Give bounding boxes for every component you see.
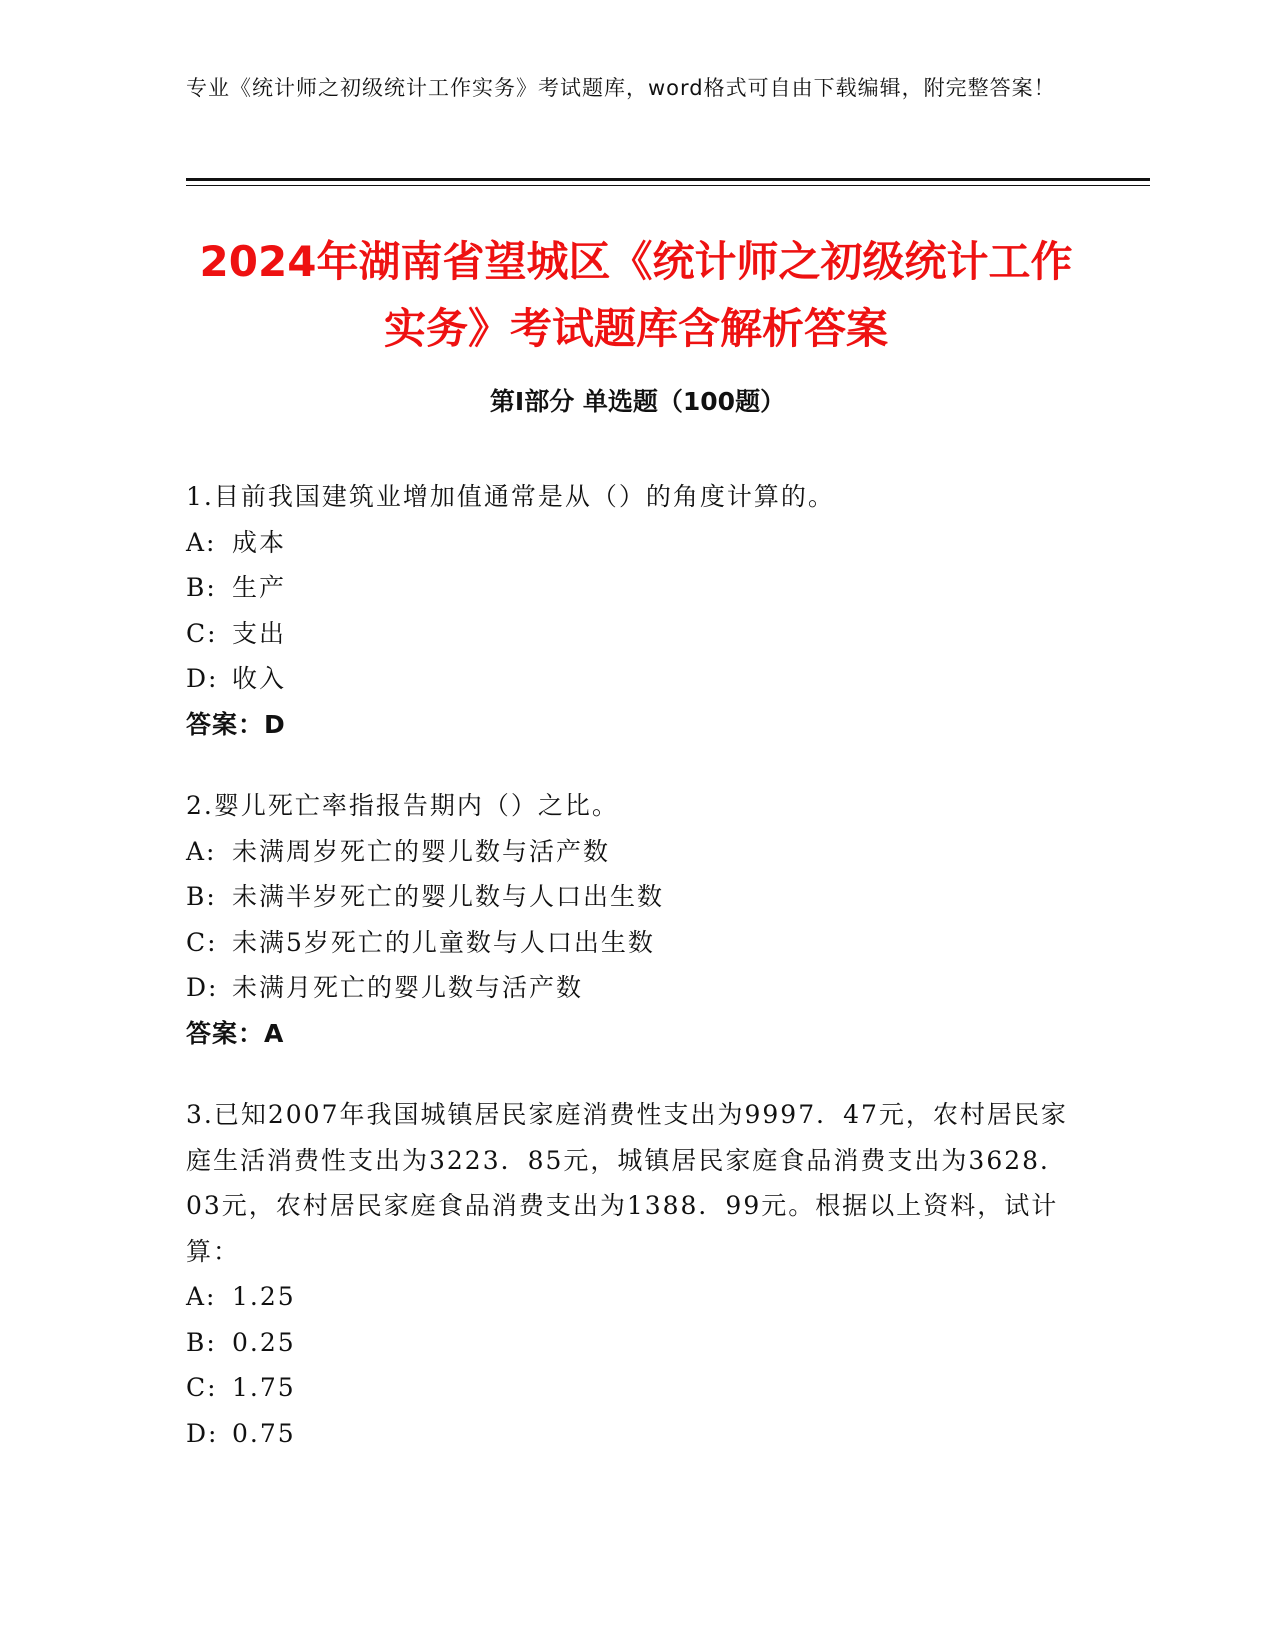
option-text: 未满月死亡的婴儿数与活产数 [232,973,584,1002]
question-1 [186,474,1086,747]
option-d [186,1411,1086,1457]
option-key: B: [186,573,217,602]
option-text: 未满半岁死亡的婴儿数与人口出生数 [232,882,665,911]
option-text: 成本 [232,527,287,557]
option-a [186,1274,1086,1320]
option-b [186,1320,1086,1366]
option-key: C: [186,927,218,957]
option-d [186,965,1086,1011]
option-key: C: [186,1373,218,1402]
question-2 [186,783,1086,1056]
option-a [186,829,1086,875]
header-divider-thick [186,178,1150,181]
option-key: B: [186,882,217,911]
option-text: 支出 [232,618,287,648]
option-key: D: [186,664,219,693]
option-key: A: [186,836,217,866]
option-c [186,920,1086,966]
document-title: 2024年湖南省望城区《统计师之初级统计工作实务》考试题库含解析答案 [199,237,1073,353]
option-text: 未满5岁死亡的儿童数与人口出生数 [232,927,655,957]
option-text: 1.25 [232,1282,296,1311]
option-key: A: [186,1282,217,1311]
header-divider-thin [186,185,1150,186]
question-list [186,474,1086,1492]
option-key: D: [186,973,219,1002]
option-b [186,565,1086,611]
answer-line: 答案：A [186,1018,285,1048]
option-key: D: [186,1418,219,1448]
option-a [186,520,1086,566]
option-c [186,611,1086,657]
header-note: 专业《统计师之初级统计工作实务》考试题库，word格式可自由下载编辑，附完整答案！ [186,76,1056,100]
option-text: 收入 [232,664,287,693]
option-b [186,874,1086,920]
question-stem: 1.目前我国建筑业增加值通常是从（）的角度计算的。 [186,482,835,511]
option-text: 0.25 [232,1327,296,1357]
option-text: 0.75 [232,1418,296,1448]
option-key: C: [186,618,218,648]
question-3 [186,1092,1086,1456]
section-title: 第Ⅰ部分 单选题（100题） [489,387,786,416]
option-d [186,656,1086,702]
answer-line: 答案：D [186,709,286,739]
option-c [186,1365,1086,1411]
option-text: 生产 [232,573,287,602]
question-stem: 3.已知2007年我国城镇居民家庭消费性支出为9997．47元，农村居民家庭生活消费性支出为3223．85元，城镇居民家庭食品消费支出为3628．03元，农村居民家庭食品消费支出为1388．99元。根据以上资料，试计算： [186,1100,1068,1266]
option-key: A: [186,527,217,557]
option-text: 未满周岁死亡的婴儿数与活产数 [232,836,611,866]
option-text: 1.75 [232,1373,296,1402]
question-stem: 2.婴儿死亡率指报告期内（）之比。 [186,791,619,820]
option-key: B: [186,1327,217,1357]
